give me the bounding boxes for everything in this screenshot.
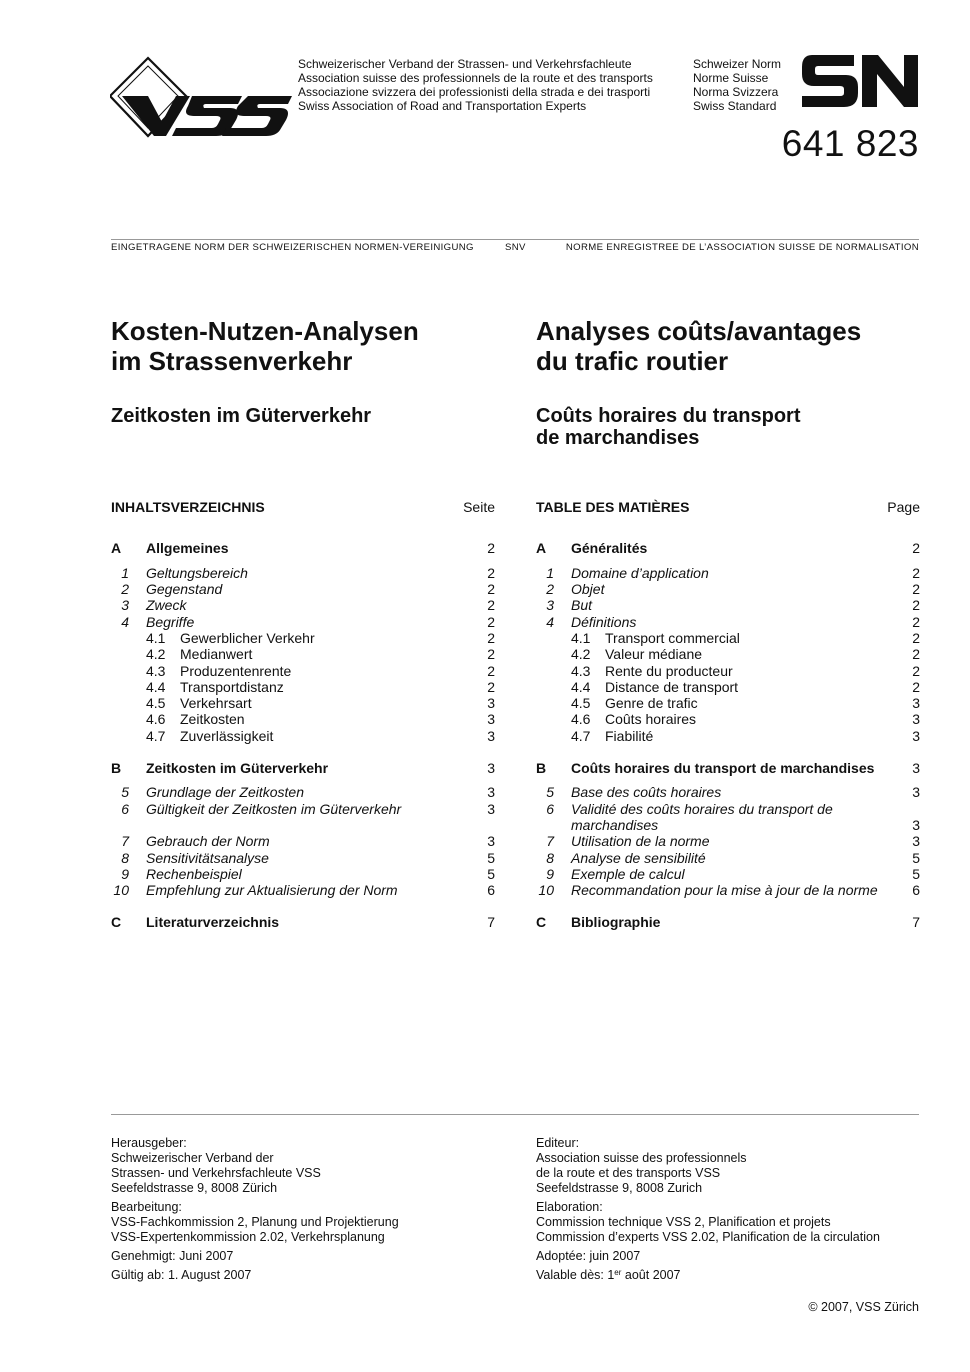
title-de-line1: Kosten-Nutzen-Analysen (111, 316, 419, 346)
toc-item[interactable]: 10 Empfehlung zur Aktualisierung der Norm 6 (113, 882, 495, 899)
association-name-de: Schweizerischer Verband der Strassen- und Verkehrsfachleute (298, 57, 632, 71)
toc-item[interactable]: 7 Utilisation de la norme 3 (546, 833, 920, 850)
toc-section-a[interactable]: A Allgemeines 2 (111, 540, 495, 556)
toc-subitem[interactable]: 4.3 Rente du producteur 2 (571, 662, 920, 679)
toc-item[interactable]: 2 Objet 2 (546, 581, 920, 598)
imprint-de (111, 1136, 399, 1287)
toc-subitem[interactable]: 4.1 Transport commercial 2 (571, 629, 920, 646)
toc-de (111, 540, 495, 931)
copyright: © 2007, VSS Zürich (808, 1300, 919, 1314)
column-french (536, 0, 920, 1372)
title-de (111, 316, 419, 376)
registration-snv: SNV (505, 242, 526, 253)
toc-heading-fr: TABLE DES MATIÈRES (536, 499, 690, 515)
toc-item[interactable]: 2 Gegenstand 2 (121, 581, 495, 598)
registration-de: EINGETRAGENE NORM DER SCHWEIZERISCHEN NORMEN-VEREINIGUNG (111, 242, 474, 253)
toc-heading-de: INHALTSVERZEICHNIS (111, 499, 265, 515)
toc-item[interactable]: 4 Begriffe 2 (121, 613, 495, 630)
toc-fr (536, 540, 920, 931)
toc-item[interactable]: 3 But 2 (546, 597, 920, 614)
toc-item[interactable]: 1 Geltungsbereich 2 (121, 564, 495, 581)
toc-item[interactable]: 3 Zweck 2 (121, 597, 495, 614)
title-fr (536, 316, 861, 376)
toc-item[interactable]: 6 Gültigkeit der Zeitkosten im Güterverkehr 3 (121, 800, 495, 817)
toc-subitem[interactable]: 4.2 Medianwert 2 (146, 646, 495, 663)
association-name-en: Swiss Association of Road and Transportation Experts (298, 99, 587, 113)
toc-item[interactable]: 6 Validité des coûts horaires du transport de marchandises 3 (546, 800, 920, 833)
subtitle-fr: Coûts horaires du transport de marchandises (536, 405, 801, 449)
approved-de: Genehmigt: Juni 2007 (111, 1249, 234, 1263)
toc-subitem[interactable]: 4.4 Transportdistanz 2 (146, 678, 495, 695)
toc-item[interactable]: 7 Gebrauch der Norm 3 (121, 833, 495, 850)
publisher-de: Herausgeber: Schweizerischer Verband der Strassen- und Verkehrsfachleute VSS Seefeldstrasse 9, 8008 Zürich (111, 1136, 321, 1195)
toc-subitem[interactable]: 4.7 Zuverlässigkeit 3 (146, 727, 495, 744)
standard-type-it: Norma Svizzera (693, 85, 779, 99)
toc-item[interactable]: 9 Rechenbeispiel 5 (121, 865, 495, 882)
toc-subitem[interactable]: 4.1 Gewerblicher Verkehr 2 (146, 629, 495, 646)
subtitle-de: Zeitkosten im Güterverkehr (111, 405, 372, 427)
toc-item[interactable]: 8 Sensitivitätsanalyse 5 (121, 849, 495, 866)
toc-header-de (111, 499, 495, 517)
toc-item[interactable]: 4 Définitions 2 (546, 613, 920, 630)
toc-subitem[interactable]: 4.5 Verkehrsart 3 (146, 695, 495, 712)
title-fr-line2: du trafic routier (536, 346, 729, 376)
toc-subitem[interactable]: 4.2 Valeur médiane 2 (571, 646, 920, 663)
toc-section-a[interactable]: A Généralités 2 (536, 540, 920, 556)
toc-page-label-fr: Page (887, 499, 920, 515)
toc-subitem[interactable]: 4.6 Coûts horaires 3 (571, 711, 920, 728)
toc-section-c[interactable]: C Literaturverzeichnis 7 (111, 914, 495, 931)
toc-subitem[interactable]: 4.6 Zeitkosten 3 (146, 711, 495, 728)
toc-section-b[interactable]: B Zeitkosten im Güterverkehr 3 (111, 760, 495, 777)
association-name-it: Associazione svizzera dei professionisti della strada e dei trasporti (298, 85, 651, 99)
column-german (111, 0, 495, 1372)
toc-subitem[interactable]: 4.7 Fiabilité 3 (571, 727, 920, 744)
valid-from-fr: Valable dès: 1er août 2007 (536, 1268, 681, 1282)
toc-item[interactable]: 9 Exemple de calcul 5 (546, 865, 920, 882)
toc-item[interactable]: 1 Domaine d’application 2 (546, 564, 920, 581)
title-fr-line1: Analyses coûts/avantages (536, 316, 862, 346)
toc-item[interactable]: 10 Recommandation pour la mise à jour de la norme 6 (538, 882, 920, 899)
editing-fr: Elaboration: Commission technique VSS 2, Planification et projets Commission d’experts VSS 2.02, Planification de la circulation (536, 1200, 880, 1244)
toc-item[interactable]: 8 Analyse de sensibilité 5 (546, 849, 920, 866)
standard-type-en: Swiss Standard (693, 99, 777, 113)
toc-item[interactable]: 5 Grundlage der Zeitkosten 3 (121, 784, 495, 801)
approved-fr: Adoptée: juin 2007 (536, 1249, 641, 1263)
imprint-fr (536, 1136, 880, 1287)
editing-de: Bearbeitung: VSS-Fachkommission 2, Planung und Projektierung VSS-Expertenkommission 2.02, Verkehrsplanung (111, 1200, 399, 1244)
toc-header-fr (536, 499, 920, 517)
standard-type-fr: Norme Suisse (693, 71, 769, 85)
toc-section-b[interactable]: B Coûts horaires du transport de marchandises 3 (536, 760, 920, 777)
standard-number: 641 823 (781, 123, 919, 164)
toc-subitem[interactable]: 4.4 Distance de transport 2 (571, 678, 920, 695)
toc-subitem[interactable]: 4.3 Produzentenrente 2 (146, 662, 495, 679)
standard-type-de: Schweizer Norm (693, 57, 782, 71)
toc-subitem[interactable]: 4.5 Genre de trafic 3 (571, 695, 920, 712)
publisher-fr: Editeur: Association suisse des professionnels de la route et des transports VSS Seefeldstrasse 9, 8008 Zurich (536, 1136, 747, 1195)
imprint-divider (111, 1114, 919, 1115)
valid-from-de: Gültig ab: 1. August 2007 (111, 1268, 252, 1282)
association-name-fr: Association suisse des professionnels de la route et des transports (298, 71, 653, 85)
toc-item[interactable]: 5 Base des coûts horaires 3 (546, 784, 920, 801)
toc-section-c[interactable]: C Bibliographie 7 (536, 914, 920, 931)
registration-fr: NORME ENREGISTREE DE L’ASSOCIATION SUISSE DE NORMALISATION (565, 242, 919, 253)
title-de-line2: im Strassenverkehr (111, 346, 353, 376)
toc-page-label-de: Seite (463, 499, 495, 515)
